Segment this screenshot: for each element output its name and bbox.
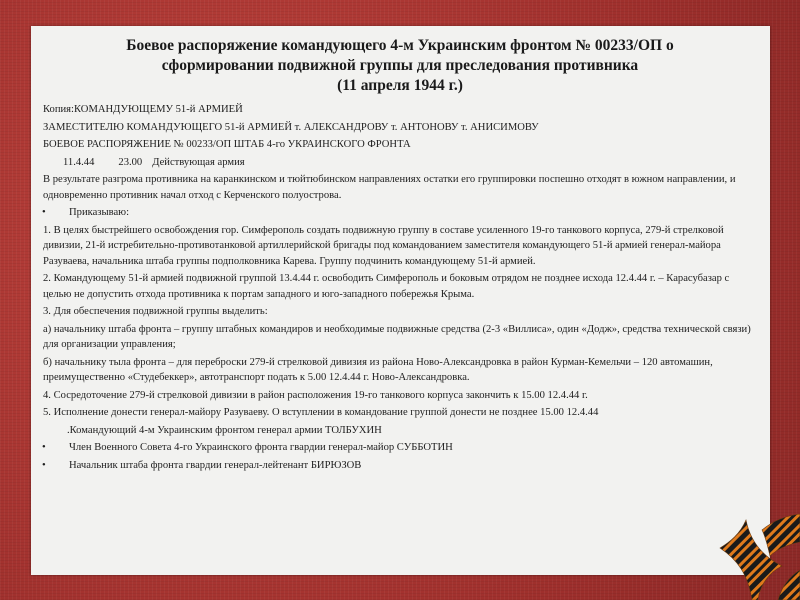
paragraph-3b: б) начальнику тыла фронта – для переброски 279-й стрелковой дивизия из района Ново-Александровка в район Курман-Кемельчи – 120 автомашин, преимущественно «Студебеккер», автотранспорт подать к 5.00 12.4.44 г. Ново-Александровка. [43, 356, 713, 383]
st-george-ribbon-icon [690, 490, 800, 600]
paragraph-4: 4. Сосредоточение 279-й стрелковой дивизии в район расположения 19-го танкового корпуса закончить к 15.00 12.4.44 г. [43, 389, 588, 401]
order-time: 23.00 [118, 156, 143, 168]
intro-paragraph: В результате разгрома противника на каранкинском и тюйтюбинском направлениях остатки его группировки поспешно отходят в южном направлении, и одновременно противник начал отход с Керченского полуострова. [43, 174, 736, 201]
signature-commander: .Командующий 4-м Украинским фронтом генерал армии ТОЛБУХИН [67, 424, 382, 436]
paragraph-3a: а) начальнику штаба фронта – группу штабных командиров и необходимые подвижные средства (2-3 «Виллиса», один «Додж», средства технической связи) для организации управления; [43, 323, 751, 350]
order-date: 11.4.44 [63, 156, 95, 168]
date-line [43, 155, 755, 171]
document-body [43, 102, 755, 475]
paragraph-3: 3. Для обеспечения подвижной группы выделить: [43, 306, 268, 317]
title-line-1: Боевое распоряжение командующего 4-м Украинским фронтом № 00233/ОП о [126, 37, 674, 54]
order-header-line: БОЕВОЕ РАСПОРЯЖЕНИЕ № 00233/ОП ШТАБ 4-го УКРАИНСКОГО ФРОНТА [43, 139, 411, 150]
army-label: Действующая армия [152, 156, 245, 168]
title-line-2: сформировании подвижной группы для преследования противника [161, 57, 639, 74]
deputy-line: ЗАМЕСТИТЕЛЮ КОМАНДУЮЩЕГО 51-й АРМИЕЙ т. АЛЕКСАНДРОВУ т. АНТОНОВУ т. АНИСИМОВУ [43, 121, 539, 133]
page-title [40, 36, 760, 96]
title-line-3: (11 апреля 1944 г.) [337, 77, 463, 94]
paragraph-1: 1. В целях быстрейшего освобождения гор. Симферополь создать подвижную группу в составе усиленного 19-го танкового корпуса, 279-й стрелковой дивизии, 21-й истребительно-противотанковой артиллерийской бригады под командованием заместителя командующего 51-й армией генерал-майора Разуваева, начальника штаба группы подполковника Карева. Группу подчинить командующему 51-й армией. [43, 224, 724, 267]
paragraph-2: 2. Командующему 51-й армией подвижной группой 13.4.44 г. освободить Симферополь и боковым отрядом не позднее исхода 12.4.44 г. – Карасубазар с целью не допустить отхода противника к портам западного и юго-западного побережья Крыма. [43, 273, 730, 300]
signature-council-member: • Член Военного Совета 4-го Украинского фронта гвардии генерал-майор СУББОТИН [43, 440, 755, 456]
signature-chief-of-staff: • Начальник штаба фронта гвардии генерал-лейтенант БИРЮЗОВ [43, 458, 755, 474]
copy-line: Копия:КОМАНДУЮЩЕМУ 51-й АРМИЕЙ [43, 104, 243, 115]
paragraph-5: 5. Исполнение донести генерал-майору Разуваеву. О вступлении в командование группой донести не позднее 15.00 12.4.44 [43, 407, 599, 418]
order-word: • Приказываю: [43, 205, 755, 221]
